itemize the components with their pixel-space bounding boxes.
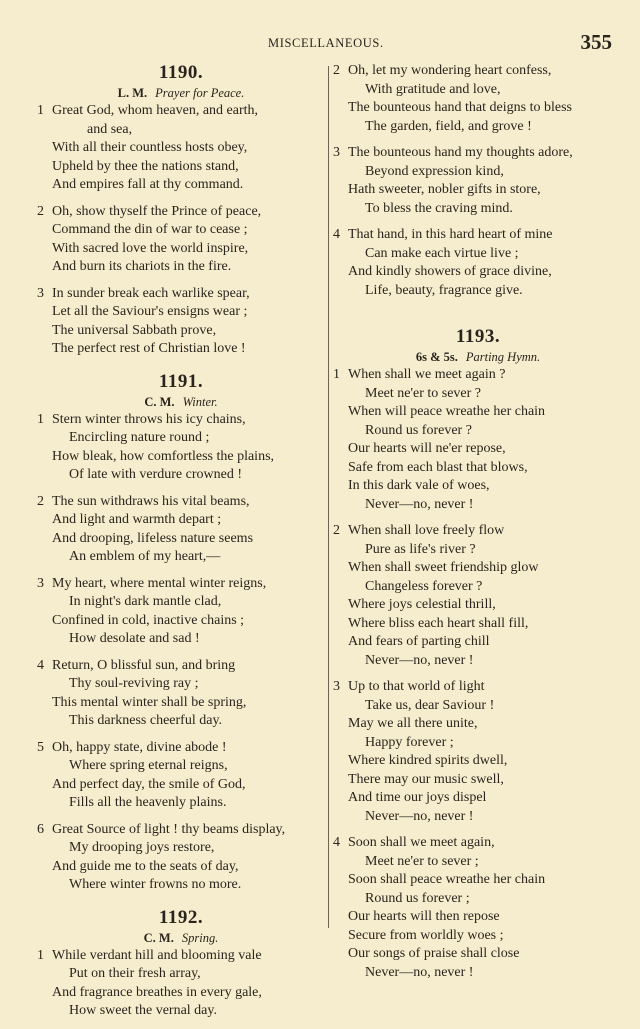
verse-text: Fills all the heavenly plains. <box>69 795 227 810</box>
verse-text: Where winter frowns no more. <box>69 877 242 892</box>
verse-line <box>333 596 623 615</box>
verse-text: Great God, whom heaven, and earth, <box>52 103 259 118</box>
verse-text: My heart, where mental winter reigns, <box>52 575 267 591</box>
stanza-number: 1 <box>37 103 44 118</box>
verse-line <box>37 858 325 877</box>
verse-line <box>333 200 623 219</box>
verse-line <box>333 890 623 909</box>
verse-text: Pure as life's river ? <box>365 541 476 557</box>
verse-line <box>37 258 325 277</box>
verse-line <box>37 876 325 895</box>
verse-text: An emblem of my heart,— <box>69 549 221 564</box>
stanza <box>333 678 623 826</box>
hymn-meter-line <box>333 348 623 366</box>
stanza-number: 2 <box>333 63 340 78</box>
verse-text: Oh, happy state, divine abode ! <box>52 739 227 755</box>
stanza <box>333 62 623 136</box>
verse-line <box>37 694 325 713</box>
verse-text: Stern winter throws his icy chains, <box>52 411 246 427</box>
stanza <box>333 226 623 300</box>
verse-text: Oh, show thyself the Prince of peace, <box>52 203 262 219</box>
verse-line <box>37 466 325 485</box>
verse-line <box>37 757 325 776</box>
verse-line <box>333 226 623 245</box>
verse-text: Thy soul-reviving ray ; <box>69 676 199 691</box>
verse-text: When shall we meet again ? <box>348 367 506 382</box>
stanza <box>37 947 325 1021</box>
right-column <box>333 62 623 990</box>
stanza-number: 4 <box>333 835 340 850</box>
verse-text: Our hearts will then repose <box>348 909 500 924</box>
hymn-number: 1191. <box>158 370 204 392</box>
verse-text: In sunder break each warlike spear, <box>52 285 250 301</box>
verse-text: Beyond expression kind, <box>365 163 504 179</box>
verse-text: Never—no, never ! <box>365 808 474 824</box>
hymn-block <box>37 907 325 1021</box>
hymn-title: Parting Hymn. <box>465 350 541 364</box>
verse-line <box>333 853 623 872</box>
verse-text: Of late with verdure crowned ! <box>69 467 242 482</box>
verse-text: The sun withdraws his vital beams, <box>52 493 250 509</box>
stanza-number: 5 <box>37 739 44 755</box>
verse-text: This mental winter shall be spring, <box>52 694 247 710</box>
verse-line <box>37 158 325 177</box>
verse-text: Changeless forever ? <box>365 578 483 594</box>
verse-text: And burn its chariots in the fire. <box>52 259 232 274</box>
verse-text: May we all there unite, <box>348 716 478 731</box>
verse-text: That hand, in this hard heart of mine <box>348 227 553 242</box>
verse-line <box>37 139 325 158</box>
verse-line <box>37 1002 325 1021</box>
verse-line <box>37 794 325 813</box>
verse-line <box>37 739 325 758</box>
stanza <box>333 834 623 982</box>
verse-line <box>37 965 325 984</box>
verse-line <box>333 789 623 808</box>
stanza <box>333 144 623 218</box>
verse-text: Put on their fresh array, <box>69 966 201 981</box>
verse-text: Meet ne'er to sever ; <box>365 853 479 869</box>
stanza <box>37 575 325 649</box>
verse-text: And time our joys dispel <box>348 790 487 805</box>
verse-line <box>333 752 623 771</box>
verse-line <box>333 734 623 753</box>
hymn-meter-line <box>37 393 325 411</box>
verse-line <box>37 102 325 121</box>
verse-text: Soon shall we meet again, <box>348 835 495 850</box>
hymn-block <box>37 62 325 359</box>
verse-line <box>333 403 623 422</box>
verse-text: And kindly showers of grace divine, <box>348 264 552 279</box>
verse-text: While verdant hill and blooming vale <box>52 947 262 963</box>
verse-line <box>333 697 623 716</box>
verse-text: Can make each virtue live ; <box>365 245 519 261</box>
verse-text: Where kindred spirits dwell, <box>348 753 508 768</box>
verse-text: In night's dark mantle clad, <box>69 594 222 609</box>
verse-line <box>333 62 623 81</box>
hymn-block <box>333 326 623 982</box>
hymn-meter-line <box>37 929 325 947</box>
verse-text: Never—no, never ! <box>365 496 474 512</box>
verse-line <box>333 459 623 478</box>
verse-text: To bless the craving mind. <box>365 200 513 216</box>
verse-text: The perfect rest of Christian love ! <box>52 341 246 356</box>
verse-text: Up to that world of light <box>348 679 485 694</box>
verse-line <box>333 964 623 983</box>
verse-line <box>37 612 325 631</box>
meter: L. M. <box>117 86 148 100</box>
stanza <box>37 821 325 895</box>
verse-text: Secure from worldly woes ; <box>348 927 504 943</box>
hymn-number: 1193. <box>455 326 501 347</box>
stanza-number: 3 <box>37 285 44 301</box>
verse-line <box>333 496 623 515</box>
verse-text: Soon shall peace wreathe her chain <box>348 872 546 887</box>
verse-text: When shall love freely flow <box>348 523 505 538</box>
verse-line <box>37 303 325 322</box>
stanza-number: 1 <box>333 367 340 382</box>
hymn-number: 1192. <box>158 906 204 928</box>
verse-text: Oh, let my wondering heart confess, <box>348 63 552 78</box>
verse-text: Where spring eternal reigns, <box>69 758 228 773</box>
verse-text: and sea, <box>87 121 133 137</box>
stanza <box>333 522 623 670</box>
verse-text: And light and warmth depart ; <box>52 512 222 527</box>
verse-text: Where joys celestial thrill, <box>348 597 496 612</box>
verse-line <box>333 477 623 496</box>
verse-line <box>333 541 623 560</box>
verse-line <box>333 808 623 827</box>
verse-line <box>37 657 325 676</box>
verse-line <box>333 633 623 652</box>
verse-text: The universal Sabbath prove, <box>52 322 217 338</box>
stanza-number: 6 <box>37 821 44 837</box>
verse-line <box>37 947 325 966</box>
verse-line <box>37 340 325 359</box>
verse-line <box>333 927 623 946</box>
verse-text: Round us forever ? <box>365 422 472 438</box>
verse-line <box>333 163 623 182</box>
verse-text: In this dark vale of woes, <box>348 478 490 493</box>
verse-text: This darkness cheerful day. <box>69 713 223 728</box>
verse-line <box>37 548 325 567</box>
verse-line <box>37 630 325 649</box>
verse-line <box>37 675 325 694</box>
verse-text: How bleak, how comfortless the plains, <box>52 448 275 464</box>
hymn-number: 1190. <box>158 62 204 83</box>
verse-line <box>333 871 623 890</box>
stanza <box>37 657 325 731</box>
verse-text: With sacred love the world inspire, <box>52 240 249 256</box>
stanza-number: 3 <box>333 679 340 694</box>
verse-text: When will peace wreathe her chain <box>348 404 546 419</box>
verse-line <box>333 144 623 163</box>
verse-line <box>37 203 325 222</box>
verse-line <box>333 282 623 301</box>
verse-line <box>333 908 623 927</box>
verse-line <box>37 575 325 594</box>
stanza <box>37 203 325 277</box>
stanza-number: 4 <box>37 657 44 673</box>
stanza-number: 1 <box>37 411 44 427</box>
hymn-block <box>37 371 325 895</box>
verse-text: Our hearts will ne'er repose, <box>348 441 506 456</box>
verse-line <box>37 493 325 512</box>
running-title: MISCELLANEOUS. <box>268 36 384 50</box>
verse-text: And perfect day, the smile of God, <box>52 776 246 792</box>
hymn-meter-line <box>37 84 325 102</box>
verse-text: Never—no, never ! <box>365 964 474 980</box>
meter: 6s & 5s. <box>415 350 458 364</box>
meter: C. M. <box>143 930 174 945</box>
verse-line <box>37 712 325 731</box>
stanza <box>37 285 325 359</box>
stanza <box>37 102 325 195</box>
verse-text: Our songs of praise shall close <box>348 946 520 961</box>
verse-text: Command the din of war to cease ; <box>52 222 248 237</box>
verse-line <box>37 429 325 448</box>
verse-text: And fears of parting chill <box>348 634 490 649</box>
verse-line <box>37 839 325 858</box>
verse-line <box>37 821 325 840</box>
verse-text: My drooping joys restore, <box>69 840 215 855</box>
verse-line <box>37 411 325 430</box>
verse-line <box>37 776 325 795</box>
verse-text: How sweet the vernal day. <box>69 1003 217 1018</box>
verse-line <box>333 559 623 578</box>
verse-text: Great Source of light ! thy beams display, <box>52 821 286 837</box>
verse-line <box>333 945 623 964</box>
verse-text: Hath sweeter, nobler gifts in store, <box>348 182 541 197</box>
stanza <box>37 739 325 813</box>
verse-line <box>333 181 623 200</box>
verse-text: How desolate and sad ! <box>69 631 200 646</box>
verse-text: Where bliss each heart shall fill, <box>348 615 529 631</box>
verse-text: The garden, field, and grove ! <box>365 118 532 134</box>
verse-text: The bounteous hand that deigns to bless <box>348 100 572 115</box>
verse-line <box>37 511 325 530</box>
verse-line <box>333 715 623 734</box>
verse-text: With gratitude and love, <box>365 81 501 97</box>
verse-line <box>37 530 325 549</box>
verse-text: And fragrance breathes in every gale, <box>52 984 262 1000</box>
verse-text: Take us, dear Saviour ! <box>365 697 495 713</box>
verse-text: Encircling nature round ; <box>69 430 210 445</box>
verse-line <box>333 578 623 597</box>
verse-text: The bounteous hand my thoughts adore, <box>348 145 573 160</box>
page-number: 355 <box>580 30 612 54</box>
stanza <box>37 411 325 485</box>
verse-line <box>37 322 325 341</box>
verse-line <box>333 245 623 264</box>
verse-text: Never—no, never ! <box>365 652 474 668</box>
verse-line <box>37 121 325 140</box>
stanza-number: 2 <box>333 523 340 538</box>
stanza-number: 2 <box>37 493 44 509</box>
stanza-number: 3 <box>37 575 44 591</box>
verse-text: There may our music swell, <box>348 771 504 787</box>
verse-line <box>37 285 325 304</box>
verse-line <box>333 678 623 697</box>
verse-text: Let all the Saviour's ensigns wear ; <box>52 304 248 319</box>
verse-text: When shall sweet friendship glow <box>348 560 539 575</box>
verse-line <box>37 593 325 612</box>
verse-line <box>333 263 623 282</box>
verse-line <box>333 440 623 459</box>
verse-line <box>37 984 325 1003</box>
verse-text: And drooping, lifeless nature seems <box>52 530 254 546</box>
verse-line <box>37 221 325 240</box>
verse-line <box>333 99 623 118</box>
verse-text: And guide me to the seats of day, <box>52 858 239 874</box>
verse-line <box>333 652 623 671</box>
hymn-title: Spring. <box>181 930 219 945</box>
stanza <box>37 493 325 567</box>
hymn-title: Winter. <box>182 394 218 409</box>
stanza-number: 4 <box>333 227 340 242</box>
verse-text: Meet ne'er to sever ? <box>365 385 482 401</box>
verse-line <box>333 118 623 137</box>
hymn-title: Prayer for Peace. <box>155 86 245 100</box>
verse-text: Happy forever ; <box>365 734 454 750</box>
stanza-number: 1 <box>37 947 44 963</box>
verse-line <box>333 834 623 853</box>
verse-line <box>333 522 623 541</box>
verse-line <box>333 615 623 634</box>
stanza-number: 2 <box>37 203 44 219</box>
verse-line <box>37 448 325 467</box>
stanza <box>333 366 623 514</box>
verse-text: Confined in cold, inactive chains ; <box>52 612 245 628</box>
verse-text: Return, O blissful sun, and bring <box>52 657 236 673</box>
verse-line <box>37 176 325 195</box>
verse-text: And empires fall at thy command. <box>52 177 244 192</box>
verse-text: Round us forever ; <box>365 890 470 906</box>
verse-text: Safe from each blast that blows, <box>348 459 528 475</box>
verse-line <box>333 81 623 100</box>
verse-text: Life, beauty, fragrance give. <box>365 282 523 298</box>
verse-text: Upheld by thee the nations stand, <box>52 158 239 174</box>
verse-text: With all their countless hosts obey, <box>52 140 248 155</box>
column-divider <box>328 66 329 928</box>
verse-line <box>333 422 623 441</box>
stanza-number: 3 <box>333 145 340 160</box>
meter: C. M. <box>144 394 175 409</box>
verse-line <box>333 366 623 385</box>
verse-line <box>333 385 623 404</box>
verse-line <box>333 771 623 790</box>
left-column <box>37 62 325 1029</box>
verse-line <box>37 240 325 259</box>
